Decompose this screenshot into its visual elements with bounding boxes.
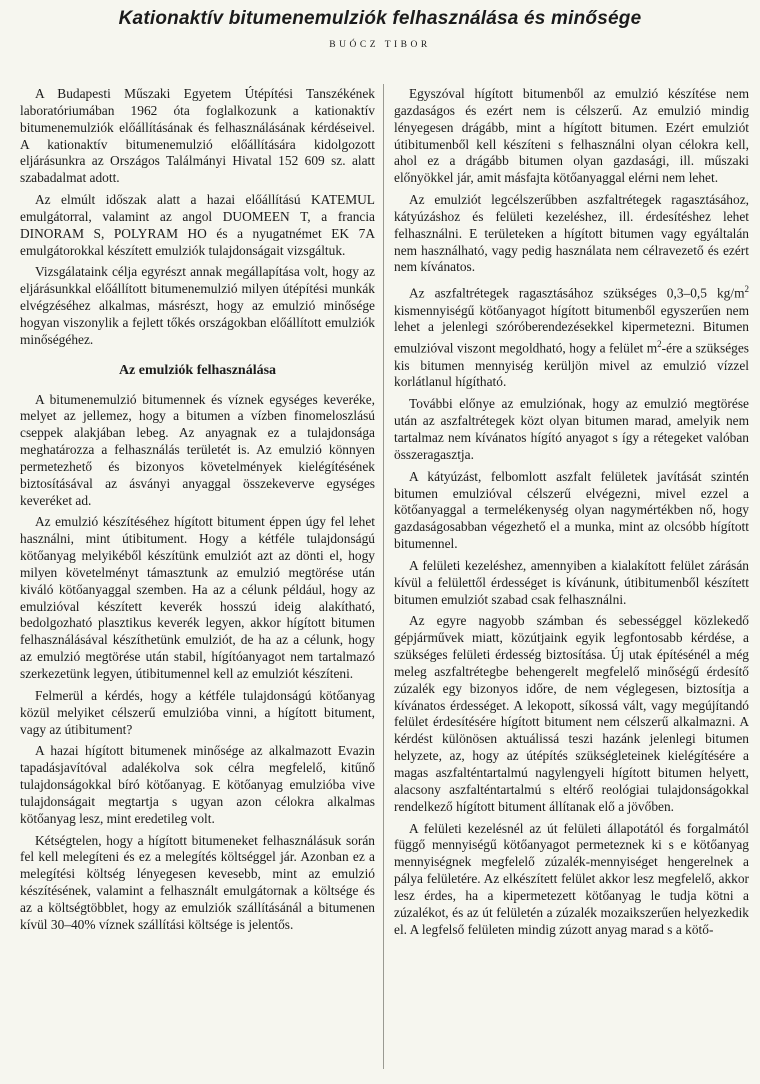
paragraph: Az emulziót legcélszerűbben aszfaltrétegek ragasztásához, kátyúzáshoz és felületi kezeléshez, ill. érdesítéshez lehet felhasználni. E területeken a hígított bitumen vagy egyáltalán nem használható, vagy pedig használata nem célravezető és ezért nem kívánatos. — [394, 192, 749, 275]
paragraph — [394, 281, 749, 391]
right-column — [394, 86, 749, 943]
paragraph: Felmerül a kérdés, hogy a kétféle tulajdonságú kötőanyag közül melyiket célszerű emulzióba vinni, a hígított bitument, vagy az útibitument? — [20, 687, 375, 737]
column-divider — [383, 84, 384, 1069]
paragraph: Az emulzió készítéséhez hígított bitument éppen úgy fel lehet használni, mint útibitument. Hogy a kétféle tulajdonságú kötőanyag melyikéből készítünk emulziót azt az dönti el, hogy milyen követelményt támasztunk az emulzió megtörése után kiváló kötőanyaggal szemben. Ha az a célunk például, hogy az emulzióval készített keverék hosszú ideig alakítható, bedolgozható plasztikus keverék legyen, akkor hígított bitumen felhasználásával készíthetünk emulziót, de ha az a célunk, hogy az emulzió megtörése után stabil, hígítóanyagot nem tartalmazó szerkezetünk legyen, útibitumennel kell az emulziót készíteni. — [20, 514, 375, 681]
paragraph: Az egyre nagyobb számban és sebességgel közlekedő gépjárművek miatt, közútjaink egyik legfontosabb kérdése, a szükséges felületi érdesség biztosítása. Új utak építésénél a még meleg aszfaltrétegbe behengerelt megfelelő minőségű érdesítő zúzalék egy bizonyos időre, de nem véglegesen, biztosítja a kívánatos érdességet. A lekopott, síkossá vált, vagy megújítandó felület érdesítésére hígított bitument nem célszerű alkalmazni. A kérdést különösen aktuálissá teszi hazánk jelenlegi bitumen helyzete, az, hogy az útépítés szükségleteinek kielégítésére a magas aszfalténtartalmú nagylengyeli hígított bitumen helyett, alacsony aszfalténtartalmú s eltérő reológiai tulajdonságokkal rendelkező hígított bitument állítanak elő a jövőben. — [394, 613, 749, 814]
superscript: 2 — [744, 284, 749, 295]
paragraph: A kátyúzást, felbomlott aszfalt felületek javítását szintén bitumen emulzióval célszerű elvégezni, mivel ezzel a kötőanyaggal a termelékenység olyan nagymértékben nő, hogy gazdaságosabban végezhető el a munka, mint az olcsóbb hígított bitumennel. — [394, 468, 749, 552]
article-author: BUÓCZ TIBOR — [329, 40, 431, 50]
paragraph: A bitumenemulzió bitumennek és víznek egységes keveréke, melyet az jellemez, hogy a bitumen a vízben finomeloszlású cseppek alakjában lebeg. Az anyagnak ez a tulajdonsága meghatározza a felhasználás területét is. Az emulzió könnyen permetezhető és bizonyos követelmények kielégítésének biztosításával az ásványi anyaggal összekeverve egységes keveréket ad. — [20, 391, 375, 508]
left-column — [20, 86, 375, 939]
superscript: 2 — [657, 339, 662, 350]
paragraph-text: -ére a szükséges kis bitumen mennyiség kerüljön mivel az emulzió vízzel korlátlanul hígítható. — [394, 340, 749, 390]
article-title: Kationaktív bitumenemulziók felhasználása és minősége — [118, 8, 642, 29]
paragraph: Egyszóval hígított bitumenből az emulzió készítése nem gazdaságos és ezért nem is célszerű. Az emulzió mindig lényegesen drágább, mint a hígított bitumen. Ezért emulziót útibitumenből kell készíteni s felhasználni olyan célokra kell, ahol ez a drágább bitumen olyan gazdasági, ill. műszaki előnyökkel jár, amit másfajta kötőanyaggal elérni nem lehet. — [394, 86, 749, 186]
paragraph-text: kismennyiségű kötőanyagot hígított bitumenből egyszerűen nem lehet a jelenlegi szóróberendezésekkel kipermetezni. Bitumen emulzióval viszont megoldható, hogy a felület m — [394, 302, 749, 356]
paragraph: A hazai hígított bitumenek minősége az alkalmazott Evazin tapadásjavítóval adalékolva sok célra megfelelő, kitűnő tulajdonságokkal bíró kötőanyag. E kötőanyag emulzióba vive tulajdonságait megtartja s ugyan azon célokra alkalmas kötőanyag lesz, mint eredetileg volt. — [20, 743, 375, 826]
paragraph: Vizsgálataink célja egyrészt annak megállapítása volt, hogy az eljárásunkkal előállított bitumenemulzió milyen útépítési munkák elvégzéséhez alkalmas, másrészt, hogy az emulzió minősége hogyan viszonylik a fejlett tőkés országokban előállított emulziók minőségéhez. — [20, 264, 375, 347]
paragraph-text: Az aszfaltrétegek ragasztásához szükséges 0,3–0,5 kg/m — [409, 285, 745, 301]
paragraph: Kétségtelen, hogy a hígított bitumeneket felhasználásuk során fel kell melegíteni és ez a melegítés költséggel jár. Azonban ez a melegítési költség lényegesen kevesebb, mint az emulzió készítésének, valamint a felhasznált emulgátornak a költsége és az a költségtöbblet, hogy az emulziók szállításánál a bitumenen kívül 30–40% víznek szállítási költsége is jelentős. — [20, 832, 375, 932]
paragraph: A felületi kezelésnél az út felületi állapotától és forgalmától függő mennyiségű kötőanyagot permeteznek ki s e kötőanyag mennyiségnek megfelelő zúzalék-mennyiséget hengerelnek a pálya felületére. Az elkészített felület akkor lesz megfelelő, akkor lesz érdes, ha a kipermetezett kötőanyag le tudja kötni a zúzalékot, és az út felületén a zúzalék mozaikszerűen helyezkedik el. A legfelső felületen mindig zúzott anyag marad s a kötő- — [394, 820, 749, 937]
paragraph: További előnye az emulziónak, hogy az emulzió megtörése után az aszfaltrétegek közt olyan bitumen marad, amelyik nem tartalmaz nem kívánatos hígító anyagot s így a rétegeket valóban összeragasztja. — [394, 396, 749, 462]
section-heading: Az emulziók felhasználása — [118, 362, 277, 378]
paragraph: Az elmúlt időszak alatt a hazai előállítású KATEMUL emulgátorral, valamint az angol DUOMEEN T, a francia DINORAM S, POLYRAM HO és a nyugatnémet EK 7A emulgátorokkal készített emulziók tulajdonságait vizsgáltuk. — [20, 192, 375, 258]
paragraph: A felületi kezeléshez, amennyiben a kialakított felület zárásán kívül a felülettől érdességet is kívánunk, útibitumenből készített bitumen emulziót szabad csak felhasználni. — [394, 557, 749, 607]
paragraph: A Budapesti Műszaki Egyetem Útépítési Tanszékének laboratóriumában 1962 óta foglalkozunk a kationaktív bitumenemulziók előállításának és felhasználásának kérdéseivel. A kationaktív bitumenemulzió előállítására kidolgozott eljárásunkra az Országos Találmányi Hivatal 152 609 sz. alatt szabadalmat adott. — [20, 86, 375, 186]
